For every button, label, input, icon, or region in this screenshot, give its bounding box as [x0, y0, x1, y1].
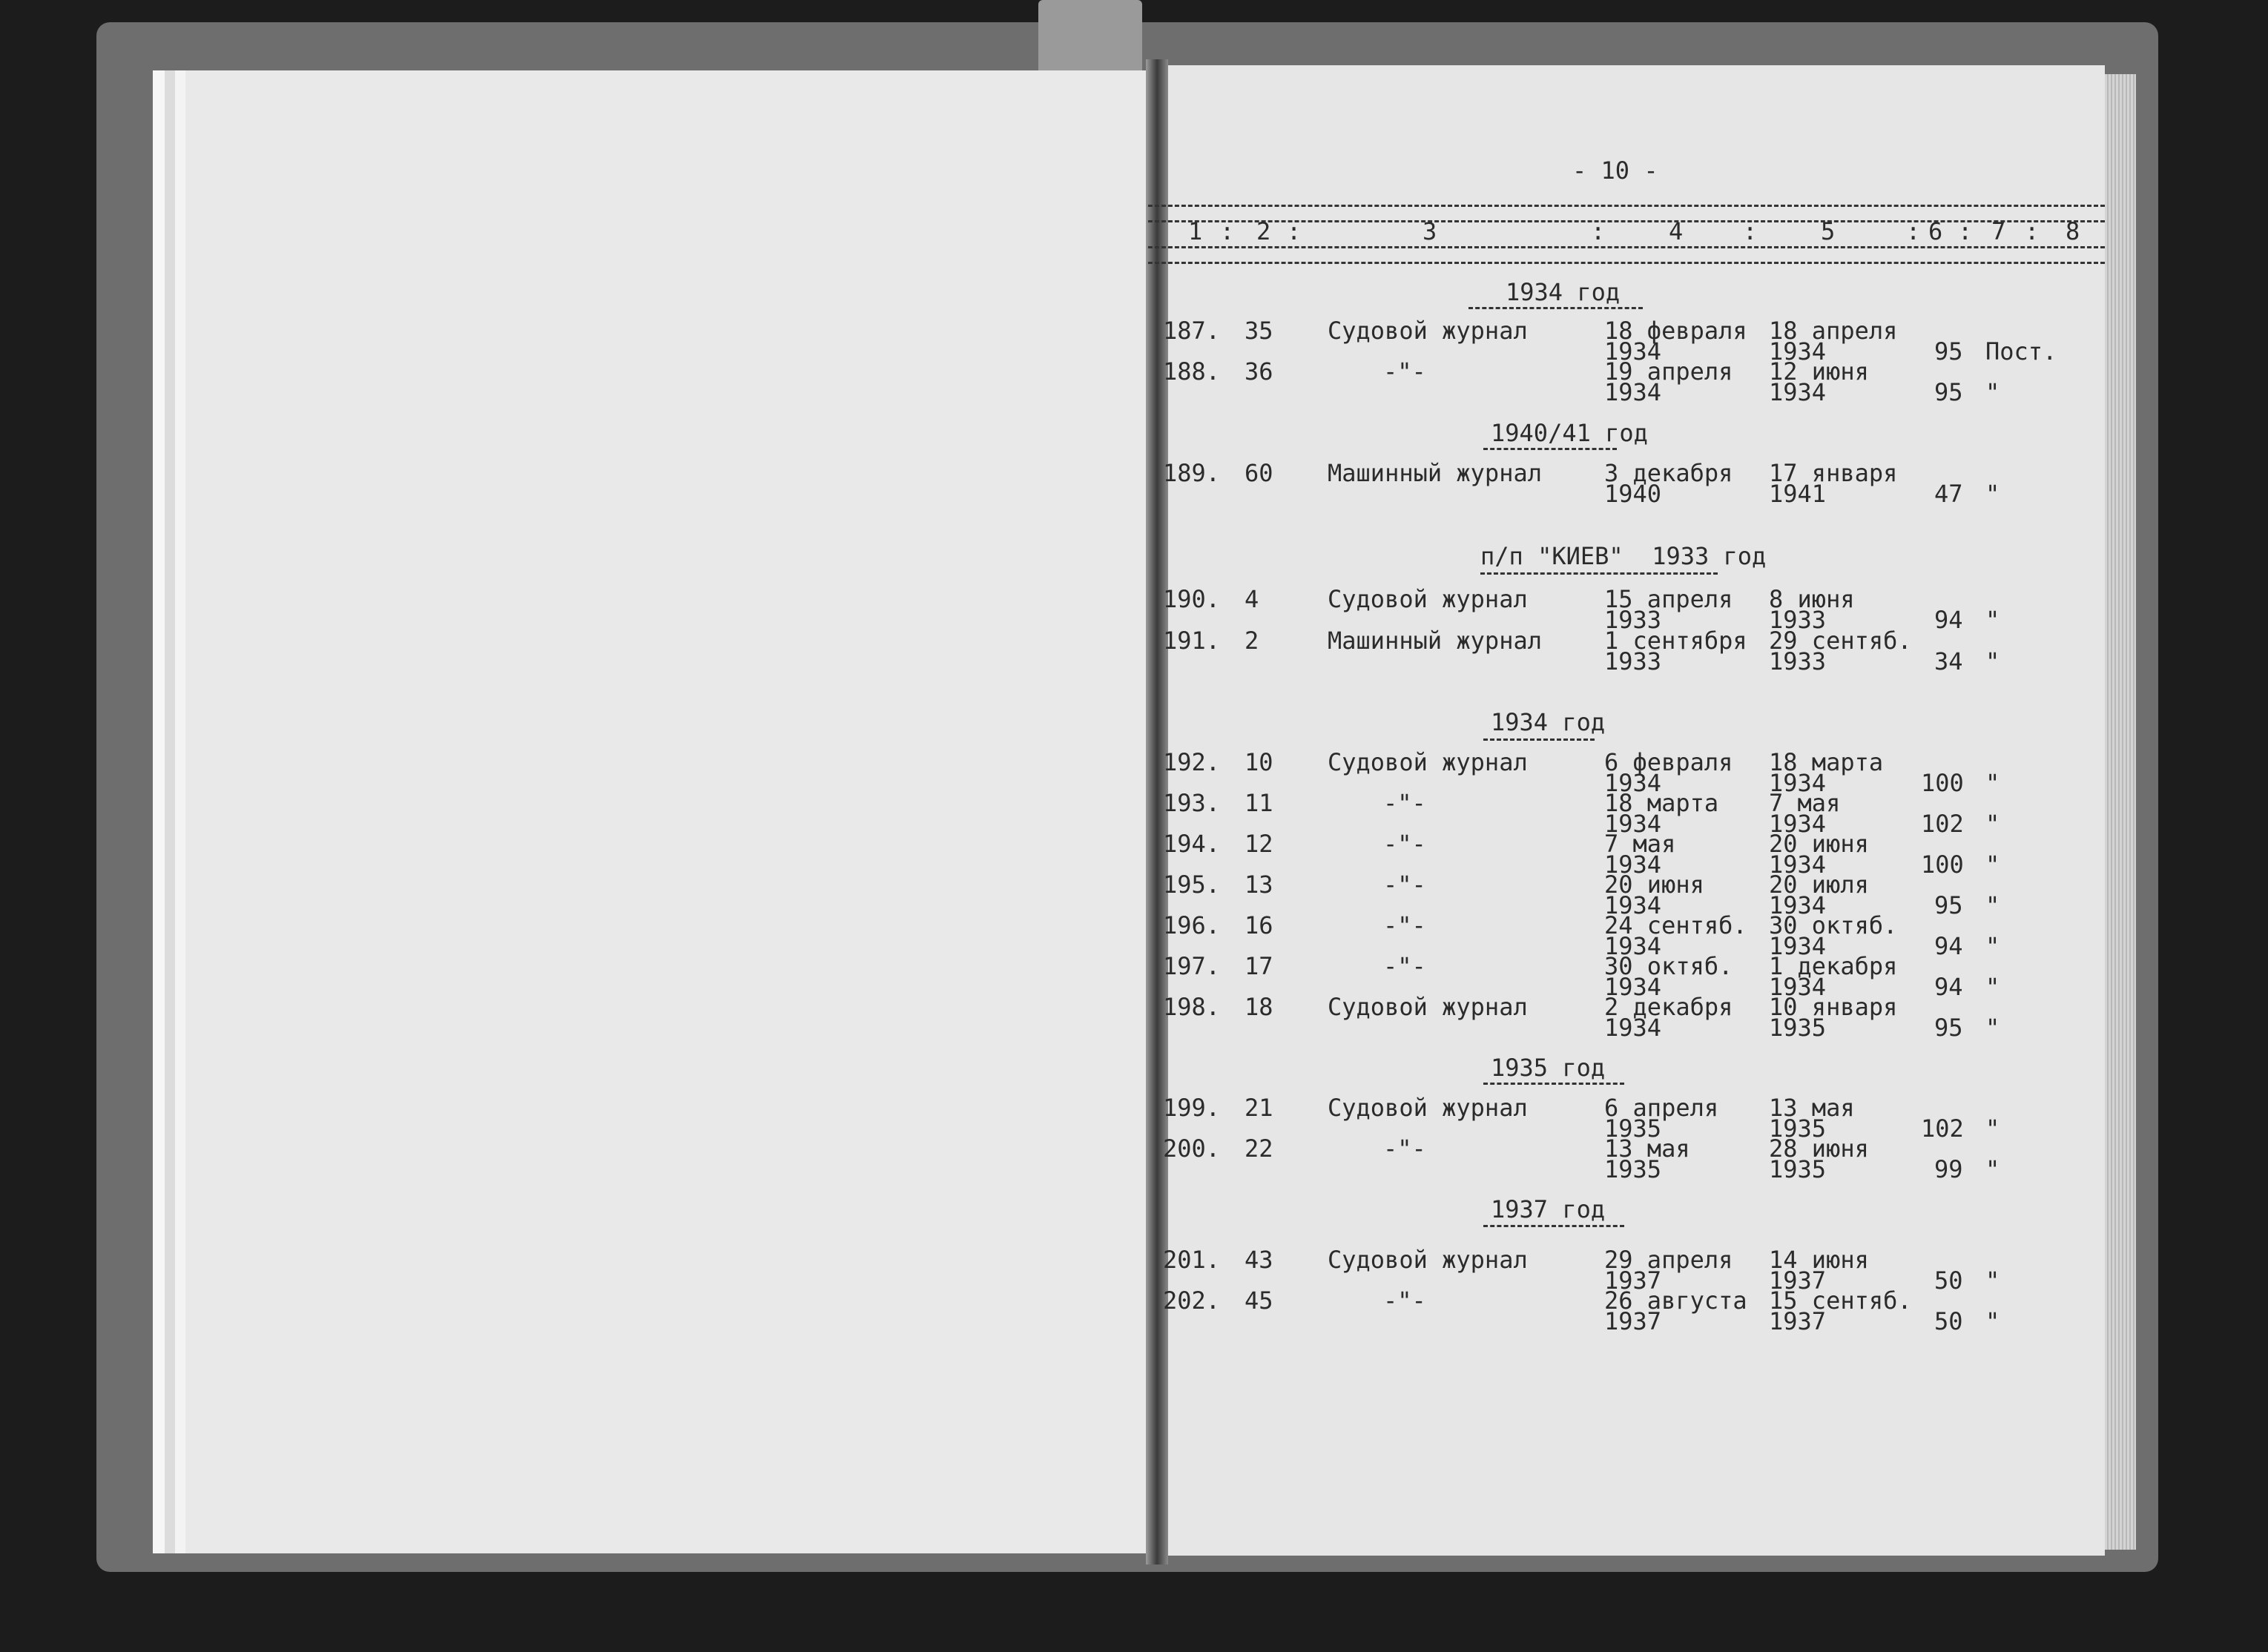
row-start-date: 24 сентяб.	[1604, 911, 1747, 939]
row-sheet-count: 94	[1934, 606, 1963, 634]
row-unit-no: 13	[1245, 870, 1273, 899]
row-title: Машинный журнал	[1328, 627, 1542, 655]
page-number: - 10 -	[1572, 156, 1658, 185]
row-title: -"-	[1383, 1134, 1426, 1163]
row-start-date: 18 марта	[1604, 789, 1719, 817]
row-start-year: 1934	[1604, 973, 1662, 1001]
row-end-year: 1937	[1769, 1266, 1827, 1295]
row-start-date: 2 декабря	[1604, 993, 1733, 1021]
row-title: -"-	[1383, 830, 1426, 858]
row-end-year: 1941	[1769, 480, 1827, 508]
row-unit-no: 21	[1245, 1094, 1273, 1122]
row-retention: "	[1985, 1114, 2000, 1143]
row-end-date: 14 июня	[1769, 1246, 1869, 1274]
row-number: 195.	[1163, 870, 1221, 899]
col-header-1: 1	[1188, 217, 1203, 245]
row-unit-no: 45	[1245, 1286, 1273, 1315]
row-number: 202.	[1163, 1286, 1221, 1315]
row-sheet-count: 102	[1921, 810, 1964, 838]
row-start-date: 3 декабря	[1604, 459, 1733, 487]
row-unit-no: 35	[1245, 317, 1273, 345]
section-heading: 1937 год	[1491, 1195, 1606, 1223]
col-header-8: 8	[2066, 217, 2080, 245]
row-retention: "	[1985, 973, 2000, 1001]
row-retention: "	[1985, 1307, 2000, 1335]
row-start-year: 1937	[1604, 1266, 1662, 1295]
row-unit-no: 11	[1245, 789, 1273, 817]
row-title: Машинный журнал	[1328, 459, 1542, 487]
row-title: -"-	[1383, 789, 1426, 817]
row-end-year: 1934	[1769, 769, 1827, 797]
col-sep: :	[1958, 217, 1973, 245]
row-number: 198.	[1163, 993, 1221, 1021]
row-title: Судовой журнал	[1328, 585, 1528, 613]
row-end-year: 1933	[1769, 606, 1827, 634]
row-start-year: 1933	[1604, 606, 1662, 634]
row-start-date: 26 августа	[1604, 1286, 1747, 1315]
row-sheet-count: 95	[1934, 378, 1963, 406]
row-end-date: 28 июня	[1769, 1134, 1869, 1163]
row-end-date: 1 декабря	[1769, 952, 1898, 980]
col-header-3: 3	[1423, 217, 1437, 245]
section-heading: п/п "КИЕВ" 1933 год	[1480, 542, 1767, 570]
row-start-year: 1934	[1604, 932, 1662, 960]
row-retention: "	[1985, 891, 2000, 919]
row-unit-no: 43	[1245, 1246, 1273, 1274]
row-end-date: 7 мая	[1769, 789, 1841, 817]
row-sheet-count: 100	[1921, 769, 1964, 797]
row-unit-no: 18	[1245, 993, 1273, 1021]
row-sheet-count: 99	[1934, 1155, 1963, 1183]
row-start-date: 20 июня	[1604, 870, 1704, 899]
row-start-date: 15 апреля	[1604, 585, 1733, 613]
row-end-date: 13 мая	[1769, 1094, 1855, 1122]
row-start-year: 1933	[1604, 647, 1662, 675]
row-number: 194.	[1163, 830, 1221, 858]
col-sep: :	[2025, 217, 2040, 245]
row-title: Судовой журнал	[1328, 748, 1528, 776]
row-retention: "	[1985, 850, 2000, 879]
row-sheet-count: 50	[1934, 1307, 1963, 1335]
col-header-2: 2	[1256, 217, 1271, 245]
row-start-date: 30 октяб.	[1604, 952, 1733, 980]
row-end-date: 29 сентяб.	[1769, 627, 1912, 655]
left-page-blank	[185, 70, 1153, 1553]
row-number: 192.	[1163, 748, 1221, 776]
row-number: 197.	[1163, 952, 1221, 980]
col-sep: :	[1591, 217, 1606, 245]
col-header-6: 6	[1928, 217, 1943, 245]
row-unit-no: 2	[1245, 627, 1259, 655]
row-start-year: 1935	[1604, 1114, 1662, 1143]
row-end-year: 1933	[1769, 647, 1827, 675]
row-sheet-count: 34	[1934, 647, 1963, 675]
row-start-date: 19 апреля	[1604, 357, 1733, 386]
row-retention: "	[1985, 1155, 2000, 1183]
row-number: 201.	[1163, 1246, 1221, 1274]
row-unit-no: 4	[1245, 585, 1259, 613]
row-start-year: 1934	[1604, 810, 1662, 838]
row-end-date: 18 марта	[1769, 748, 1884, 776]
section-heading: 1934 год	[1491, 708, 1606, 736]
row-end-date: 15 сентяб.	[1769, 1286, 1912, 1315]
col-sep: :	[1287, 217, 1302, 245]
row-start-year: 1935	[1604, 1155, 1662, 1183]
col-sep: :	[1743, 217, 1758, 245]
row-title: -"-	[1383, 357, 1426, 386]
row-end-year: 1934	[1769, 891, 1827, 919]
row-title: -"-	[1383, 952, 1426, 980]
row-sheet-count: 100	[1921, 850, 1964, 879]
row-end-year: 1934	[1769, 378, 1827, 406]
row-unit-no: 22	[1245, 1134, 1273, 1163]
col-header-7: 7	[1991, 217, 2006, 245]
section-heading: 1935 год	[1491, 1054, 1606, 1082]
row-start-year: 1934	[1604, 1014, 1662, 1042]
col-header-4: 4	[1669, 217, 1684, 245]
row-start-year: 1934	[1604, 769, 1662, 797]
row-title: -"-	[1383, 1286, 1426, 1315]
row-title: -"-	[1383, 870, 1426, 899]
spine-tape	[1038, 0, 1142, 82]
row-unit-no: 16	[1245, 911, 1273, 939]
row-sheet-count: 47	[1934, 480, 1963, 508]
row-title: Судовой журнал	[1328, 993, 1528, 1021]
row-start-year: 1934	[1604, 891, 1662, 919]
row-number: 196.	[1163, 911, 1221, 939]
row-number: 200.	[1163, 1134, 1221, 1163]
page-edges	[2105, 74, 2136, 1550]
row-retention: "	[1985, 378, 2000, 406]
row-end-date: 18 апреля	[1769, 317, 1898, 345]
row-sheet-count: 95	[1934, 891, 1963, 919]
row-start-date: 18 февраля	[1604, 317, 1747, 345]
row-end-date: 8 июня	[1769, 585, 1855, 613]
header-rule-bottom	[1148, 246, 2105, 264]
row-retention: "	[1985, 480, 2000, 508]
row-title: Судовой журнал	[1328, 1094, 1528, 1122]
section-heading: 1934 год	[1506, 278, 1621, 306]
row-number: 190.	[1163, 585, 1221, 613]
row-end-date: 12 июня	[1769, 357, 1869, 386]
row-start-year: 1934	[1604, 378, 1662, 406]
section-underline	[1483, 1225, 1624, 1229]
row-end-year: 1934	[1769, 932, 1827, 960]
row-end-date: 17 января	[1769, 459, 1898, 487]
row-end-year: 1937	[1769, 1307, 1827, 1335]
col-header-5: 5	[1821, 217, 1836, 245]
row-unit-no: 36	[1245, 357, 1273, 386]
row-start-date: 29 апреля	[1604, 1246, 1733, 1274]
row-start-date: 6 апреля	[1604, 1094, 1719, 1122]
row-start-year: 1937	[1604, 1307, 1662, 1335]
row-start-year: 1934	[1604, 337, 1662, 366]
row-end-year: 1935	[1769, 1114, 1827, 1143]
row-start-year: 1934	[1604, 850, 1662, 879]
row-retention: "	[1985, 606, 2000, 634]
row-unit-no: 60	[1245, 459, 1273, 487]
row-start-date: 7 мая	[1604, 830, 1676, 858]
row-end-year: 1934	[1769, 850, 1827, 879]
row-number: 193.	[1163, 789, 1221, 817]
row-number: 188.	[1163, 357, 1221, 386]
row-title: Судовой журнал	[1328, 317, 1528, 345]
row-start-year: 1940	[1604, 480, 1662, 508]
row-sheet-count: 50	[1934, 1266, 1963, 1295]
row-sheet-count: 95	[1934, 1014, 1963, 1042]
section-heading: 1940/41 год	[1491, 419, 1648, 447]
col-sep: :	[1220, 217, 1235, 245]
col-sep: :	[1906, 217, 1921, 245]
row-sheet-count: 102	[1921, 1114, 1964, 1143]
row-sheet-count: 94	[1934, 932, 1963, 960]
section-underline	[1483, 448, 1617, 452]
row-retention: "	[1985, 647, 2000, 675]
row-start-date: 13 мая	[1604, 1134, 1690, 1163]
row-unit-no: 12	[1245, 830, 1273, 858]
row-number: 199.	[1163, 1094, 1221, 1122]
row-start-date: 1 сентября	[1604, 627, 1747, 655]
row-retention: "	[1985, 1266, 2000, 1295]
row-title: -"-	[1383, 911, 1426, 939]
section-underline	[1483, 1083, 1624, 1087]
row-unit-no: 17	[1245, 952, 1273, 980]
row-unit-no: 10	[1245, 748, 1273, 776]
row-retention: "	[1985, 932, 2000, 960]
row-end-year: 1934	[1769, 973, 1827, 1001]
row-retention: Пост.	[1985, 337, 2057, 366]
row-end-year: 1935	[1769, 1014, 1827, 1042]
row-number: 191.	[1163, 627, 1221, 655]
row-end-date: 20 июня	[1769, 830, 1869, 858]
row-end-date: 30 октяб.	[1769, 911, 1898, 939]
row-end-year: 1935	[1769, 1155, 1827, 1183]
row-sheet-count: 95	[1934, 337, 1963, 366]
row-retention: "	[1985, 810, 2000, 838]
section-underline	[1468, 307, 1643, 311]
row-retention: "	[1985, 769, 2000, 797]
row-sheet-count: 94	[1934, 973, 1963, 1001]
row-end-year: 1934	[1769, 337, 1827, 366]
section-underline	[1480, 572, 1718, 577]
row-number: 189.	[1163, 459, 1221, 487]
section-underline	[1483, 739, 1595, 743]
row-start-date: 6 февраля	[1604, 748, 1733, 776]
row-title: Судовой журнал	[1328, 1246, 1528, 1274]
row-end-date: 10 января	[1769, 993, 1898, 1021]
row-end-year: 1934	[1769, 810, 1827, 838]
row-number: 187.	[1163, 317, 1221, 345]
row-retention: "	[1985, 1014, 2000, 1042]
row-end-date: 20 июля	[1769, 870, 1869, 899]
